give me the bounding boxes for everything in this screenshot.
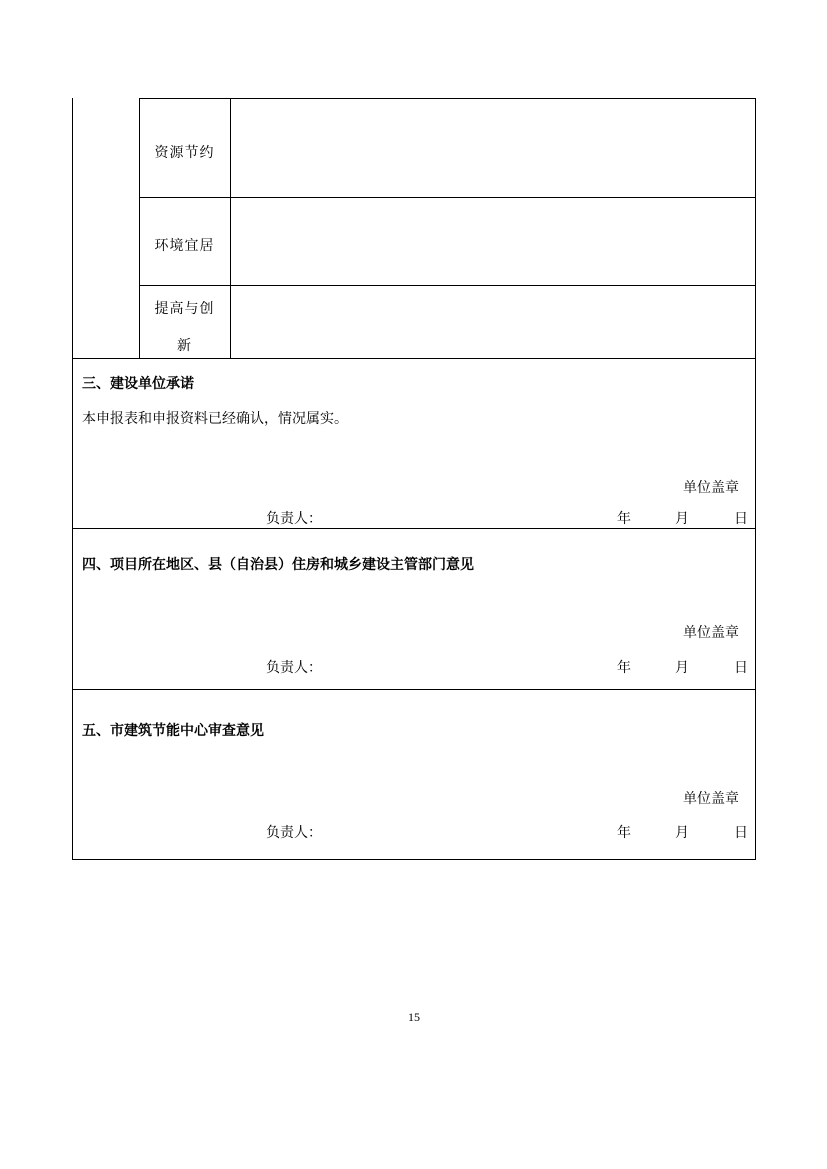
table-border-bottom — [72, 859, 756, 860]
month-label: 月 — [675, 511, 689, 527]
criteria-label-innovation-line2: 新 — [177, 338, 192, 354]
responsible-label: 负责人： — [266, 825, 322, 841]
day-label: 日 — [734, 660, 748, 676]
criteria-label-innovation-line1: 提高与创 — [154, 301, 215, 317]
criteria-content-resource-saving[interactable] — [231, 99, 755, 197]
year-label: 年 — [617, 825, 631, 841]
day-label: 日 — [734, 511, 748, 527]
seal-label: 单位盖章 — [683, 480, 739, 496]
table-border-right — [755, 98, 756, 860]
criteria-content-innovation[interactable] — [231, 286, 755, 358]
criteria-content-livable-environment[interactable] — [231, 198, 755, 285]
section-heading-county-housing-opinion: 四、项目所在地区、县（自治县）住房和城乡建设主管部门意见 — [82, 557, 474, 573]
month-label: 月 — [675, 660, 689, 676]
year-label: 年 — [617, 511, 631, 527]
responsible-label: 负责人： — [266, 660, 322, 676]
row-divider — [72, 689, 756, 690]
section-heading-energy-center-review: 五、市建筑节能中心审查意见 — [82, 723, 264, 739]
section-heading-builder-commitment: 三、建设单位承诺 — [82, 376, 194, 392]
seal-label: 单位盖章 — [683, 625, 739, 641]
month-label: 月 — [675, 825, 689, 841]
seal-label: 单位盖章 — [683, 791, 739, 807]
responsible-label: 负责人： — [266, 511, 322, 527]
year-label: 年 — [617, 660, 631, 676]
criteria-label-resource-saving: 资源节约 — [154, 145, 215, 161]
criteria-label-livable-environment: 环境宜居 — [154, 238, 215, 254]
row-divider — [72, 528, 756, 529]
table-border-left — [72, 98, 73, 860]
commitment-statement: 本申报表和申报资料已经确认，情况属实。 — [82, 411, 348, 427]
page-number: 15 — [408, 1010, 420, 1024]
day-label: 日 — [734, 825, 748, 841]
